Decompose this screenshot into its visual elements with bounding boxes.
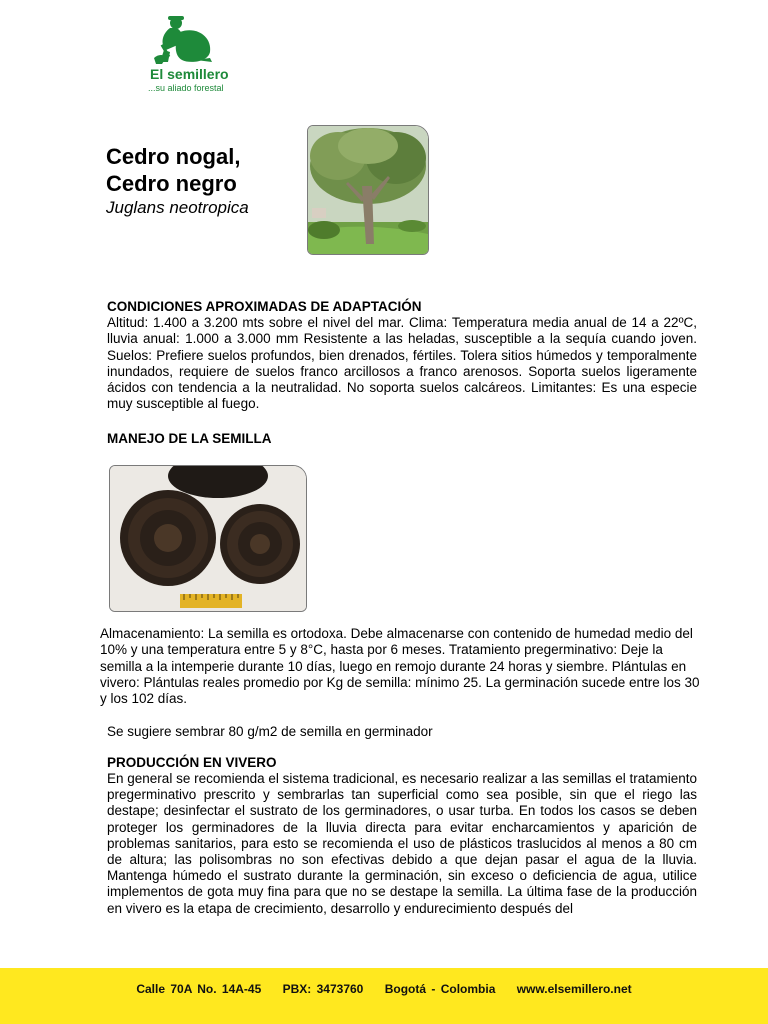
nursery-section — [107, 755, 697, 917]
adaptation-heading: CONDICIONES APROXIMADAS DE ADAPTACIÓN — [107, 299, 422, 314]
gardener-logo-icon — [140, 14, 240, 66]
scientific-name: Juglans neotropica — [106, 198, 249, 217]
sowing-suggestion: Se sugiere sembrar 80 g/m2 de semilla en germinador — [107, 724, 433, 739]
species-title — [106, 143, 306, 218]
nursery-heading: PRODUCCIÓN EN VIVERO — [107, 755, 277, 770]
footer-city: Bogotá - Colombia — [384, 982, 496, 996]
nursery-body: En general se recomienda el sistema tradicional, es necesario realizar a las semillas el tratamiento pregerminativo prescrito y sembrarlas tan superficial como sea posible, sin que el riego las destape; desinfectar el sustrato de los germinadores, o usar turba. En todos los casos se deben proteger los germinadores de la lluvia directa para evitar encharcamientos y aparición de problemas sanitarios, para esto se recomienda el uso de plásticos traslucidos al menos a 80 cm de altura; las polisombras no son efectivas debido a que dejan pasar el agua de la lluvia. Mantenga húmedo el sustrato durante la germinación, sin exceso o deficiencia de agua, utilice implementos de gota muy fina para que no se destape la semilla. La última fase de la producción en vivero es la etapa de crecimiento, desarrollo y endurecimiento después del — [107, 771, 697, 916]
seed-heading: MANEJO DE LA SEMILLA — [107, 431, 272, 446]
storage-paragraph: Almacenamiento: La semilla es ortodoxa. Debe almacenarse con contenido de humedad medio del 10% y una temperatura entre 5 y 8°C, hasta por 6 meses. Tratamiento pregerminativo: Deje la semilla a la intemperie durante 10 días, luego en remojo durante 24 horas y siembre. Plántulas en vivero: Plántulas reales promedio por Kg de semilla: mínimo 25. La germinación sucede entre los 30 y los 102 días. — [100, 626, 700, 707]
tree-photo — [307, 125, 429, 255]
adaptation-section — [107, 299, 697, 413]
seed-photo — [109, 465, 307, 612]
brand-name: El semillero — [150, 66, 229, 82]
brand-tagline: ...su aliado forestal — [148, 83, 224, 93]
common-name-1: Cedro nogal, — [106, 144, 241, 169]
footer-web: www.elsemillero.net — [516, 982, 632, 996]
footer-phone: PBX: 3473760 — [282, 982, 364, 996]
common-name-2: Cedro negro — [106, 171, 237, 196]
adaptation-body: Altitud: 1.400 a 3.200 mts sobre el nivel del mar. Clima: Temperatura media anual de 14 a 22ºC, lluvia anual: 1.000 a 3.000 mm Resistente a las heladas, susceptible a la sequía cuando joven. Suelos: Prefiere suelos profundos, bien drenados, fértiles. Tolera sitios húmedos y temporalmente inundados, requiere de suelos franco arcillosos a franco arenosos. Soporta suelos ligeramente ácidos con tendencia a la neutralidad. No soporta suelos calcáreos. Limitantes: Es una especie muy susceptible al fuego. — [107, 315, 697, 412]
brand-logo — [140, 14, 240, 96]
footer-contact — [0, 982, 768, 996]
footer-bar — [0, 968, 768, 1024]
footer-address: Calle 70A No. 14A-45 — [136, 982, 262, 996]
